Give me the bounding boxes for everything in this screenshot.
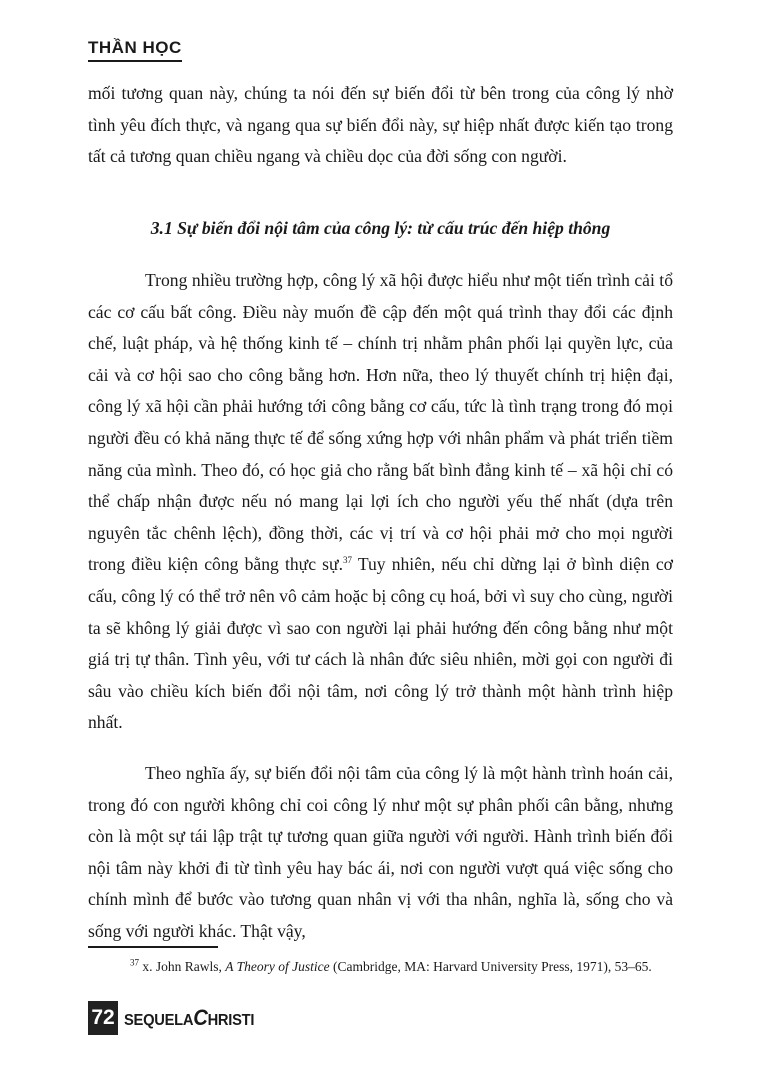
footnote-number: 37: [130, 957, 139, 968]
logo-text-post: HRISTI: [207, 1012, 255, 1029]
paragraph-text-part-a: Trong nhiều trường hợp, công lý xã hội được hiểu như một tiến trình cải tổ các cơ cấu bất công. Điều này muốn đề cập đến một quá trình thay đổi các định chế, luật pháp, và hệ thống kinh tế – chính trị nhằm phân phối lại quyền lực, của cải và cơ hội sao cho công bằng hơn. Hơn nữa, theo lý thuyết chính trị hiện đại, công lý xã hội cần phải hướng tới công bằng cơ cấu, tức là tình trạng trong đó mọi người đều có khả năng thực tế để sống xứng hợp với nhân phẩm và phát triển tiềm năng của mình. Theo đó, có học giả cho rằng bất bình đẳng kinh tế – xã hội chỉ có thể chấp nhận được nếu nó mang lại lợi ích cho người yếu thế nhất (dựa trên nguyên tắc chênh lệch), đồng thời, các vị trí và cơ hội phải mở cho mọi người trong điều kiện công bằng thực sự.: [88, 270, 673, 575]
paragraph-structural-justice: [88, 265, 673, 739]
footnote-book-title: A Theory of Justice: [225, 959, 330, 974]
logo-letter-c: C: [193, 1005, 208, 1030]
footnote-prefix: x. John Rawls,: [139, 959, 226, 974]
footnote: [88, 956, 673, 978]
page-number: 72: [88, 1001, 118, 1035]
paragraph-text-part-b: Tuy nhiên, nếu chỉ dừng lại ở bình diện cơ cấu, công lý có thể trở nên vô cảm hoặc bị công cụ hoá, bởi vì suy cho cùng, người ta sẽ không lý giải được vì sao con người lại phải hướng đến công bằng như một giá trị tự thân. Tình yêu, với tư cách là nhân đức siêu nhiên, mời gọi con người đi sâu vào chiều kích biến đổi nội tâm, nơi công lý trở thành một hành trình hiệp nhất.: [88, 554, 673, 733]
logo-text-pre: SEQUELA: [124, 1012, 194, 1029]
page-footer: [88, 1001, 266, 1035]
paragraph-inner-transformation: Theo nghĩa ấy, sự biến đổi nội tâm của công lý là một hành trình hoán cải, trong đó con người không chỉ coi công lý như một sự phân phối cân bằng, nhưng còn là một sự tái lập trật tự tương quan giữa người với người. Hành trình biến đổi nội tâm này khởi đi từ tình yêu hay bác ái, nơi con người vượt quá việc sống cho chính mình để bước vào tương quan nhân vị với tha nhân, nghĩa là, sống cho và sống với người khác. Thật vậy,: [88, 763, 673, 941]
running-header: THẦN HỌC: [88, 38, 182, 62]
section-heading: 3.1 Sự biến đổi nội tâm của công lý: từ cấu trúc đến hiệp thông: [150, 218, 611, 238]
footnote-divider: [88, 946, 218, 948]
paragraph-continued: mối tương quan này, chúng ta nói đến sự biến đổi từ bên trong của công lý nhờ tình yêu đích thực, và ngang qua sự biến đổi này, sự hiệp nhất được kiến tạo trong tất cả tương quan chiều ngang và chiều dọc của đời sống con người.: [88, 83, 673, 167]
publication-logo: [124, 1005, 254, 1031]
footnote-suffix: (Cambridge, MA: Harvard University Press, 1971), 53–65.: [329, 959, 652, 974]
footnote-reference[interactable]: 37: [342, 555, 352, 566]
